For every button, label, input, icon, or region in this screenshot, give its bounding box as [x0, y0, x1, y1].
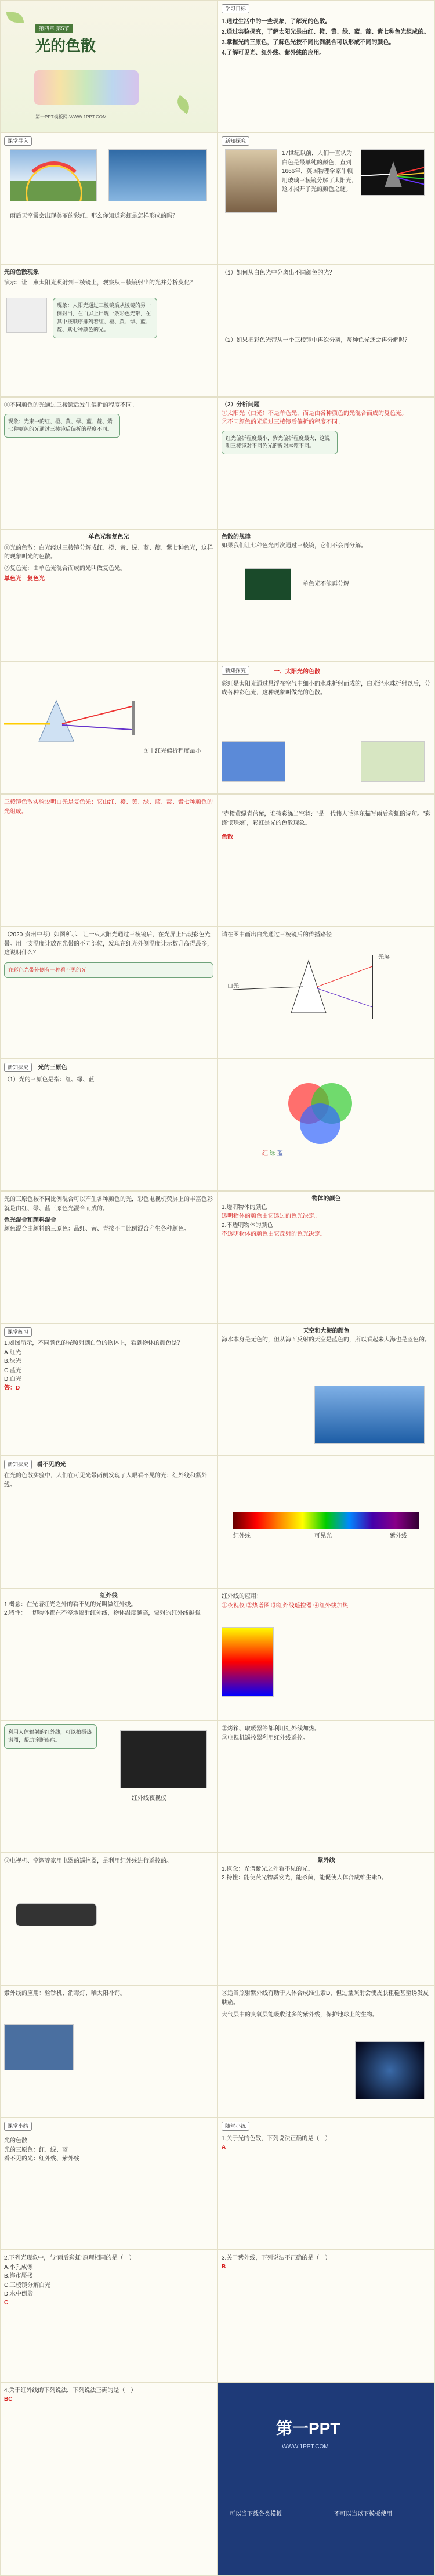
- slide-dispersion: [0, 265, 217, 397]
- exam-diagram: [222, 943, 396, 1030]
- section-label: 课堂练习: [4, 1327, 32, 1337]
- prism-icon: [361, 150, 425, 196]
- sky-photo: [108, 149, 207, 201]
- mono-note: ②复色光：由单色光混合而成的光叫做复色光。: [4, 565, 126, 572]
- practice2-question: 2.下列光现象中，与"雨后彩虹"原理相同的是（ ）: [4, 2255, 135, 2261]
- site-label: 第一PPT模板网-WWW.1PPT.COM: [35, 114, 107, 120]
- practice3-question: 3.关于紫外线，下列说法不正确的是（ ）: [222, 2255, 331, 2261]
- slide-practice: [217, 2117, 435, 2250]
- leaf-decoration: [173, 95, 194, 114]
- slide-color-mix: [0, 1191, 217, 1323]
- conclusion-box: 现象：光束中的红、橙、黄、绿、蓝、靛、紫七种颜色的光通过三棱镜后偏折的程度不同。: [4, 414, 120, 438]
- uv2-text: 紫外线的应用：验钞机、消毒灯、晒太阳补钙。: [4, 1990, 126, 1997]
- slide-primary: [0, 1059, 217, 1191]
- slide-summary: [0, 2117, 217, 2250]
- rainbow-banner: [34, 70, 139, 105]
- slide-spectrum: [217, 1456, 435, 1588]
- analysis-box: 红光偏折程度最小，紫光偏折程度最大，这说明三棱镜对不同色光的折射本领不同。: [222, 431, 338, 455]
- section-heading: （2）分析问题: [222, 402, 260, 408]
- ir-t1: 1.概念：在光谱红光之外的看不见的光叫做红外线。: [4, 1601, 137, 1608]
- sky-text: 海水本身是无色的，但从海面反射的天空是蓝色的，所以看起来大海也是蓝色的。: [222, 1336, 430, 1343]
- ad-line-1: 可以当下载各类模板: [230, 2511, 282, 2517]
- transparent-t4: 不透明物体的颜色由它反射的色光决定。: [222, 1231, 326, 1238]
- practice-question: 1.关于光的色散，下列说法正确的是（ ）: [222, 2135, 331, 2142]
- label-uv: 紫外线: [390, 1533, 407, 1539]
- prism-photo: [245, 568, 291, 600]
- quiz-question: 1.如图所示，不同颜色的光照射到白色的物体上，看到物体的颜色是？: [4, 1340, 183, 1347]
- slide-colorlight: [217, 529, 435, 662]
- practice3-answer: B: [222, 2263, 226, 2270]
- summary-item: 光的色散: [4, 2138, 27, 2145]
- prism-caption: 图中红光偏折程度最小: [143, 748, 201, 755]
- section-heading: 一、太阳光的色散: [274, 669, 320, 676]
- slide-monochrome: [0, 529, 217, 662]
- label-ir: 红外线: [233, 1533, 251, 1539]
- section-label: 随堂小练: [222, 2122, 249, 2131]
- conclusion-text: ①不同颜色的光通过三棱镜后发生偏折的程度不同。: [4, 402, 137, 409]
- rainbow-photo: [222, 741, 285, 782]
- sea-photo: [314, 1386, 425, 1444]
- transparent-t3: 2.不透明物体的颜色: [222, 1222, 273, 1229]
- earth-photo: [355, 2041, 425, 2099]
- section-heading: 光的三原色: [38, 1065, 67, 1071]
- money-detector-photo: [4, 2024, 74, 2070]
- section-heading: 紫外线: [317, 1857, 335, 1864]
- quiz-option[interactable]: A.小孔成像: [4, 2264, 33, 2271]
- slide-quiz: [0, 1323, 217, 1456]
- slide-object-color: [217, 1191, 435, 1323]
- phenomenon-bubble: 现象：太阳光通过三棱镜后从棱镜的另一侧射出，在白屏上出现一条彩色光带，在其中按顺序排列着红、橙、黄、绿、蓝、靛、紫七种颜色的光。: [53, 298, 157, 338]
- brand-url[interactable]: WWW.1PPT.COM: [282, 2444, 329, 2450]
- slide-practice-3: [217, 2250, 435, 2382]
- rainbow-photo: [10, 149, 97, 201]
- dispersion-text: 演示：让一束太阳光照射到三棱镜上，观察从三棱镜射出的光并分析变化？: [4, 279, 195, 286]
- slide-ir-heat: [217, 1720, 435, 1853]
- poem-text: "赤橙黄绿青蓝紫，谁持彩练当空舞？"是一代伟人毛泽东描写雨后彩虹的诗句。"彩练"即彩虹，彩虹是光的色散现象。: [222, 811, 431, 827]
- brand-logo: 第一PPT: [276, 2419, 340, 2437]
- exam-text: （2020·贵州中考）如图所示，让一束太阳光通过三棱镜后，在光屏上出现彩色光带。用一支温度计放在光带的不同部位，发现在红光外侧温度计示数升高得最多，这说明什么？: [4, 932, 213, 956]
- slide-conclusion: [0, 397, 217, 529]
- intro-text: 雨后天空常会出现美丽的彩虹。那么你知道彩虹是怎样形成的吗？: [10, 213, 178, 219]
- slide-goals: [217, 0, 435, 132]
- color-blue: 蓝: [277, 1150, 283, 1157]
- slide-ir-use: [217, 1588, 435, 1720]
- rainbow-arc: [22, 161, 86, 201]
- slide-sky: [217, 1323, 435, 1456]
- slide-ir: [0, 1588, 217, 1720]
- primary2-text: 光的三原色按不同比例混合可以产生各种颜色的光，彩色电视机荧屏上的丰富色彩就是由红、绿、蓝三原色光混合而成的。: [4, 1196, 213, 1212]
- ad-line-2: 不可以当以下模板使用: [334, 2511, 392, 2517]
- question-text: （1）如何从白色光中分离出不同颜色的光？: [222, 270, 335, 276]
- quiz-option[interactable]: C.蓝光: [4, 1367, 21, 1374]
- goal-item: 4.了解可见光、红外线、紫外线的应用。: [222, 50, 325, 57]
- slide-cover: [0, 0, 217, 132]
- slide-analysis: [217, 397, 435, 529]
- section-heading: 光的色散现象: [4, 269, 39, 276]
- section-heading: 色散的规律: [222, 534, 251, 540]
- exam2-text: 请在图中画出白光通过三棱镜后的传播路径: [222, 932, 332, 938]
- term-mono: 单色光: [4, 576, 21, 582]
- section-label: 新知探究: [222, 136, 249, 146]
- question-text-2: （2）如果把彩色光带从一个三棱镜中再次分离，每种色光还会再分解吗？: [222, 337, 411, 344]
- section-label: 课堂小结: [4, 2122, 32, 2131]
- slide-question: [217, 265, 435, 397]
- transparent-t1: 1.透明物体的颜色: [222, 1204, 267, 1211]
- label-screen: 光屏: [378, 954, 390, 961]
- slide-exam: [0, 926, 217, 1059]
- slide-spread: [0, 794, 217, 926]
- color-red: 红: [262, 1150, 268, 1157]
- goals-list: [222, 17, 431, 59]
- slide-prism-diagram: [0, 662, 217, 794]
- key-terms: [4, 575, 213, 583]
- section-label: 新知探究: [222, 666, 249, 675]
- color-green: 绿: [269, 1150, 276, 1157]
- ir2-t1: 红外线的应用：: [222, 1593, 262, 1600]
- rainbow-text: 彩虹是太阳光通过悬浮在空气中细小的水珠折射而成的，白光经水珠折射以后，分成各种彩色光，这种现象叫做光的色散。: [222, 680, 430, 697]
- spectrum-bar: [233, 1512, 419, 1529]
- slide-intro: [0, 132, 217, 265]
- goal-item: 2.通过实验探究，了解太阳光是由红、橙、黄、绿、蓝、靛、紫七种色光组成的。: [222, 29, 430, 36]
- section-label: 学习目标: [222, 4, 249, 13]
- practice4-answer: BC: [4, 2395, 13, 2402]
- ir3-box: 利用人体辐射的红外线，可以拍摄热谱图，帮助诊断疾病。: [4, 1724, 97, 1749]
- transparent-t2: 透明物体的颜色由它透过的色光决定。: [222, 1213, 320, 1220]
- slide-ir-thermal: [0, 1720, 217, 1853]
- section-heading: 色光混合和颜料混合: [4, 1217, 56, 1224]
- slide-primary-colors: [217, 1059, 435, 1191]
- uv3-text: ③适当照射紫外线有助于人体合成维生素D，但过量照射会使皮肤粗糙甚至诱发皮肤癌。: [222, 1990, 429, 2006]
- uv-t2: 2.特性：能使荧光物质发光，能杀菌，能促使人体合成维生素D。: [222, 1875, 387, 1881]
- page-title: 光的色散: [35, 38, 96, 55]
- label-visible: 可见光: [314, 1533, 332, 1539]
- spread-text: 三棱镜色散实验说明白光是复色光；它由红、橙、黄、绿、蓝、靛、紫七种颜色的光组成。: [4, 799, 213, 815]
- invisible-text: 在光的色散实验中，人们在可见光带两侧发现了人眼看不见的光：红外线和紫外线。: [4, 1473, 207, 1488]
- ir4-t2: ③电视机遥控器利用红外线遥控。: [222, 1734, 309, 1741]
- remote-text: ③电视机、空调等家用电器的遥控器，是利用红外线进行遥控的。: [4, 1858, 172, 1864]
- quiz-answer: 答：D: [4, 1384, 20, 1391]
- slide-uv-use: [0, 1985, 217, 2117]
- prism-diagram: [6, 298, 47, 333]
- color-venn: [262, 1069, 378, 1150]
- primary-sub: （1）光的三原色是指：红、绿、蓝: [4, 1077, 95, 1084]
- poem-highlight: 色散: [222, 834, 233, 840]
- ir-t2: 2.特性：一切物体都在不停地辐射红外线，物体温度越高，辐射的红外线越强。: [4, 1610, 206, 1617]
- term-complex: 复色光: [27, 576, 45, 582]
- section-heading: 看不见的光: [37, 1462, 66, 1468]
- label-white: 白光: [227, 983, 239, 990]
- slide-uv: [217, 1853, 435, 1985]
- section-heading: 单色光和复色光: [88, 534, 129, 540]
- quiz-option[interactable]: A.红光: [4, 1349, 21, 1356]
- slide-practice-2: [0, 2250, 217, 2382]
- practice4-question: 4.关于红外线的下列说法，下列说法正确的是（ ）: [4, 2387, 137, 2394]
- goal-item: 3.掌握光的三原色，了解色光按不同比例混合可以形成不同的颜色。: [222, 39, 395, 46]
- slide-newton: [217, 132, 435, 265]
- goal-item: 1.通过生活中的一些现象，了解光的色散。: [222, 19, 331, 26]
- quiz-option[interactable]: B.绿光: [4, 1358, 21, 1365]
- summary-item: 看不见的光：红外线、紫外线: [4, 2156, 79, 2163]
- section-label: 新知探究: [4, 1460, 32, 1469]
- slide-exam-diagram: [217, 926, 435, 1059]
- mono-text: ①光的色散：白光经过三棱镜分解成红、橙、黄、绿、蓝、靛、紫七种色光，这样的现象叫光的色散。: [4, 544, 213, 560]
- primary-labels: [262, 1150, 283, 1158]
- quiz-option[interactable]: B.海市蜃楼: [4, 2273, 33, 2279]
- quiz-option[interactable]: C.三棱镜分解白光: [4, 2282, 50, 2289]
- leaf-decoration: [6, 12, 24, 23]
- summary-item: 光的三原色：红、绿、蓝: [4, 2146, 68, 2153]
- uv4-text: 大气层中的臭氧层能吸收过多的紫外线，保护地球上的生物。: [222, 2012, 378, 2018]
- exam-answer: 在彩色光带外侧有一种看不见的光: [4, 962, 213, 979]
- slide-practice-4: [0, 2382, 217, 2576]
- analysis-line: ②不同颜色的光通过三棱镜后偏折的程度不同。: [222, 419, 343, 425]
- section-heading: 天空和大海的颜色: [303, 1328, 350, 1334]
- uv-t1: 1.概念：光谱紫光之外看不见的光。: [222, 1866, 314, 1873]
- ir2-t2: ①夜视仪 ②热谱图 ③红外线遥控器 ④红外线加热: [222, 1602, 349, 1609]
- section-label: 课堂导入: [4, 136, 32, 146]
- slide-poem: [217, 794, 435, 926]
- section-label: 新知探究: [4, 1063, 32, 1072]
- quiz-option[interactable]: D.水中倒影: [4, 2291, 33, 2297]
- practice-answer: A: [222, 2144, 226, 2151]
- thermal-photo: [222, 1627, 274, 1697]
- cobj-text: 颜色混合由颜料的三原色：品红、黄、青按不同比例混合产生各种颜色。: [4, 1225, 190, 1232]
- remote-photo: [16, 1903, 97, 1926]
- ir3-caption: 红外线夜视仪: [132, 1795, 166, 1802]
- colorlight-text: 如果我们让七种色光再次通过三棱镜，它们不会再分解。: [222, 542, 367, 549]
- slide-invisible: [0, 1456, 217, 1588]
- newton-text: 17世纪以前，人们一直认为白色是最单纯的颜色，直到1666年，英国物理学家牛顿用玻璃三棱镜分解了太阳光，这才揭开了光的颜色之谜。: [282, 150, 357, 193]
- analysis-line: ①太阳光（白光）不是单色光，而是由各种颜色的光混合而成的复色光。: [222, 410, 407, 417]
- quiz-option[interactable]: D.白光: [4, 1376, 21, 1383]
- night-vision-photo: [120, 1730, 207, 1788]
- slide-rainbow: [217, 662, 435, 794]
- dispersion-diagram: [4, 666, 213, 782]
- prism-photo: [361, 149, 425, 196]
- water-photo: [361, 741, 425, 782]
- ir4-t1: ②烤箱、取暖器等都利用红外线加热。: [222, 1726, 320, 1732]
- section-heading: 红外线: [100, 1593, 118, 1599]
- slide-ad: [217, 2382, 435, 2576]
- section-heading: 物体的颜色: [311, 1196, 341, 1202]
- newton-portrait: [225, 149, 277, 213]
- practice2-answer: C: [4, 2299, 9, 2306]
- slide-remote: [0, 1853, 217, 1985]
- slide-uv-health: [217, 1985, 435, 2117]
- colorlight-caption: 单色光不能再分解: [303, 581, 349, 587]
- chapter-tag: 第四章 第5节: [35, 24, 73, 33]
